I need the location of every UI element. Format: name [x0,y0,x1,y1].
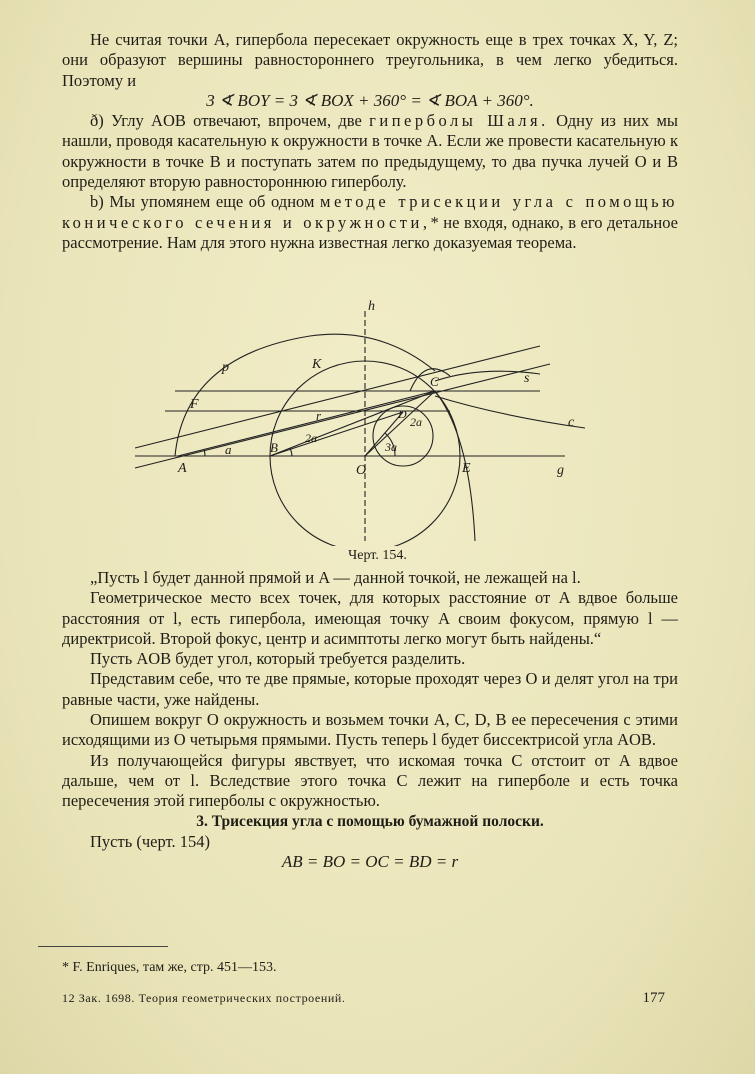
label-b: B [270,440,278,455]
bottom-text-block [62,568,678,872]
curve-c [435,396,585,428]
label-d: D [398,407,407,421]
paragraph-3-prefix: b) Мы упомянем еще об одном [90,192,320,212]
label-angle-2a-top: 2a [410,415,422,429]
formula-angles: 3 ∢ BOY = 3 ∢ BOX + 360° = ∢ BOA + 360°. [206,90,534,110]
footnote-rule [38,946,168,947]
top-text-block [62,30,678,253]
paragraph-4: „Пусть l будет данной прямой и A — данной точкой, не лежащей на l. [90,568,581,587]
label-e: E [462,461,471,476]
paragraph-9: Из получающейся фигуры явствует, что искомая точка C отстоит от A вдвое дальше, чем от l. Вследствие этого точка C лежит на гиперболе и есть точка пересечения этой гиперболы с окружностью. [62,750,678,811]
paragraph-2-spaced: гиперболы Шаля. [369,111,549,131]
label-p: p [222,360,229,375]
paragraph-6: Пусть AOB будет угол, который требуется разделить. [90,649,466,669]
label-c-curve: c [568,415,575,430]
label-angle-3a: 3a [385,440,397,454]
label-h: h [368,299,375,314]
strip-bottom [135,364,550,468]
footnote: * F. Enriques, там же, стр. 451—153. [62,960,277,975]
paragraph-10: Пусть (черт. 154) [90,831,210,851]
figure-154 [120,296,600,546]
paragraph-2-rest: Одну из них мы нашли, проводя касательную к окружности в точке A. Если же провести касательную к окружности в точке B и поступать затем по предыдущему, то два пучка лучей O и B определяют вторую равностороннюю гиперболу. [62,111,679,192]
label-c-point: C [430,374,439,389]
paragraph-3-spaced: методе трисекции угла с помощью конического сечения и окружности, [62,192,678,232]
page-number: 177 [642,990,665,1006]
printer-imprint: 12 Зак. 1698. Теория геометрических построений. [62,991,346,1005]
label-r: r [316,408,322,423]
paragraph-5: Геометрическое место всех точек, для которых расстояние от A вдвое больше расстояния от l, есть гипербола, имеющая точку A своим фокусом, прямую l — директрисой. Второй фокус, центр и асимптоты легко могут быть найдены.“ [62,588,678,648]
label-angle-a: a [225,442,232,457]
label-k: K [312,357,322,372]
paragraph-3 [62,192,678,253]
label-g: g [557,463,564,478]
label-angle-2a: 2a [305,431,317,445]
paragraph-7: Представим себе, что те две прямые, которые проходят через O и делят угол на три равные части, уже найдены. [62,669,678,709]
label-a: A [178,461,187,476]
label-o: O [356,463,367,478]
paragraph-8: Опишем вокруг O окружность и возьмем точки A, C, D, B ее пересечения с этими исходящими из O четырьмя прямыми. Пусть теперь l будет биссектрисой угла AOB. [62,710,678,750]
figure-caption: Черт. 154. [348,548,407,563]
paragraph-3-rest: * не входя, однако, в его детальное рассмотрение. Нам для этого нужна известная легко доказуемая теорема. [62,212,678,252]
label-s: s [524,371,530,386]
label-f: F [190,397,199,412]
formula-lengths: AB = BO = OC = BD = r [281,852,459,872]
section-heading: 3. Трисекция угла с помощью бумажной полоски. [196,812,544,830]
paragraph-2-prefix: ð) Углу AOB отвечают, впрочем, две [90,111,370,131]
line-b-d [270,412,403,456]
paragraph-1: Не считая точки A, гипербола пересекает окружность еще в трех точках X, Y, Z; они образуют вершины равностороннего треугольника, в чем легко убедиться. Поэтому и [62,30,678,90]
paragraph-2 [62,111,678,192]
